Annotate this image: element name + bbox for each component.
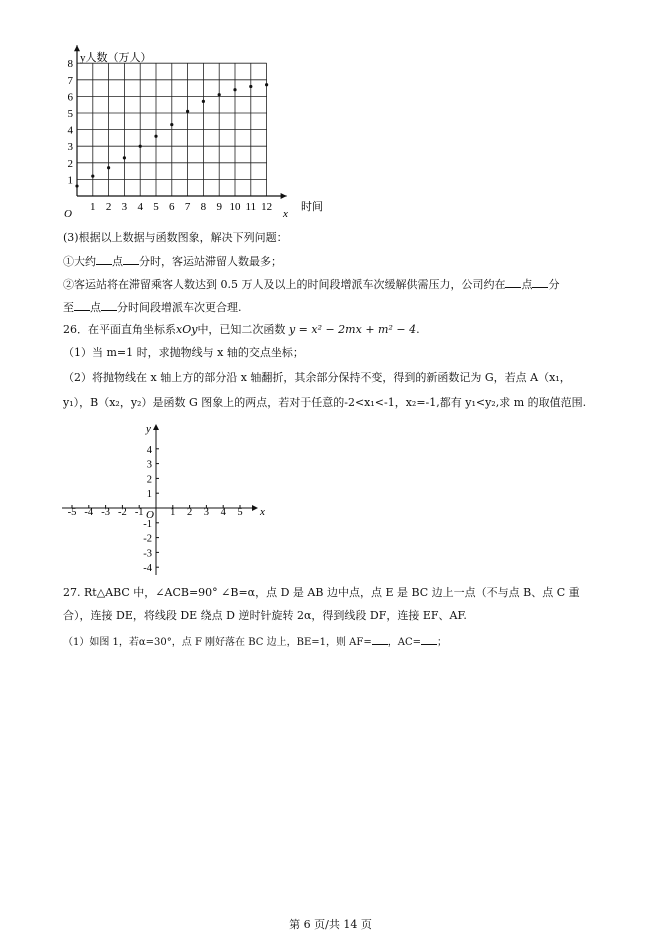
y-axis-arrow [74, 45, 80, 51]
blank-af[interactable] [372, 634, 388, 645]
coordinate-axes [60, 420, 280, 580]
y-tick-label: -2 [143, 533, 152, 545]
x-tick-label: -5 [67, 507, 77, 518]
data-point [170, 123, 173, 126]
x-axis-label: 时间 [301, 201, 323, 213]
y-tick-label: 7 [67, 74, 73, 87]
y-tick-label: 5 [67, 108, 73, 120]
x-tick-label: 12 [261, 201, 273, 213]
x-tick-label: 3 [203, 507, 210, 518]
x-tick-label: -2 [118, 507, 127, 518]
y-axis-arrow [153, 424, 159, 430]
q26-stem [63, 323, 420, 337]
axes-lines [62, 424, 258, 575]
y-tick-label: 3 [67, 141, 73, 154]
q25-item2-line2 [63, 300, 242, 315]
q25-item2-c: 分 [548, 278, 560, 291]
data-point [233, 88, 236, 91]
chart-axes [74, 45, 287, 199]
q26-part2-line2: y₁），B（x₂，y₂）是函数 G 图象上的两点，若对于任意的-2<x₁<-1，x₂=-1,都有 y₁<y₂,求 m 的取值范围. [63, 396, 587, 409]
x-axis-arrow [252, 505, 258, 511]
data-point [186, 110, 189, 113]
x-tick-label: 11 [245, 201, 257, 213]
chart-grid [77, 63, 267, 196]
q26-part1: （1）当 m=1 时，求抛物线与 x 轴的交点坐标； [63, 346, 304, 359]
q26-stem-a: 26．在平面直角坐标系 [63, 323, 176, 336]
blank-minute-2[interactable] [532, 277, 548, 288]
x-tick-label: 2 [105, 201, 112, 213]
y-tick-label: 3 [146, 459, 152, 471]
q25-item2-e: 点 [90, 301, 101, 314]
y-tick-label: 2 [67, 157, 73, 170]
blank-hour-2[interactable] [505, 277, 521, 288]
x-tick-label: 2 [186, 507, 193, 518]
blank-minute-1[interactable] [123, 254, 139, 265]
q25-item2-d: 至 [63, 301, 74, 314]
blank-ac[interactable] [421, 634, 437, 645]
x-tick-label: -3 [101, 507, 110, 518]
blank-hour-1[interactable] [96, 254, 112, 265]
q25-item2-f: 分时间段增派车次更合理. [117, 301, 242, 314]
q25-item1-b: 点 [112, 255, 123, 268]
x-tick-label: -1 [134, 507, 144, 518]
x-tick-label: 4 [137, 201, 143, 213]
data-point [265, 83, 268, 86]
data-point [107, 166, 110, 169]
q27-part1-c: ； [436, 637, 447, 648]
x-tick-label: 10 [229, 201, 241, 213]
q27-part1-b: ，AC= [387, 637, 421, 648]
x-tick-label: 5 [237, 507, 243, 518]
data-point [91, 174, 94, 177]
x-tick-label: 9 [216, 201, 222, 213]
x-tick-label: 1 [90, 201, 96, 213]
q26-stem-b: 中，已知二次函数 [197, 323, 286, 336]
x-tick-label: -4 [84, 507, 94, 518]
passenger-scatter-chart [55, 45, 335, 225]
q27-part1 [63, 634, 447, 650]
x-axis-letter: x [283, 208, 288, 220]
x-tick-label: 5 [153, 201, 159, 213]
y-tick-label: 2 [146, 474, 152, 486]
x-tick-label: 1 [170, 507, 176, 518]
chart-tick-labels [68, 58, 273, 213]
x-tick-label: 4 [220, 507, 226, 518]
x-tick-label: 7 [184, 201, 191, 213]
q25-item1-a: ①大约 [63, 255, 96, 268]
data-point [123, 156, 126, 159]
q25-part3: (3)根据以上数据与函数图象，解决下列问题： [63, 231, 288, 244]
q26-stem-var: xOy [176, 323, 198, 336]
axes-tick-labels [68, 445, 243, 574]
data-point [75, 184, 78, 187]
data-point [154, 135, 157, 138]
y-axis-letter: y [146, 423, 151, 435]
y-tick-label: -1 [143, 518, 152, 530]
origin-label: O [64, 208, 72, 220]
q25-item1-c: 分时，客运站滞留人数最多； [139, 255, 282, 268]
data-point [202, 100, 205, 103]
data-point [249, 85, 252, 88]
q25-item2-b: 点 [521, 278, 533, 291]
q25-item1 [63, 254, 282, 269]
data-point [218, 93, 221, 96]
x-axis-arrow [281, 193, 287, 199]
y-tick-label: 8 [67, 58, 73, 71]
q26-stem-end: . [416, 323, 420, 336]
y-tick-label: 1 [67, 174, 73, 187]
y-tick-label: 4 [67, 124, 73, 137]
y-tick-label: 6 [67, 91, 73, 104]
q26-part2-line1: （2）将抛物线在 x 轴上方的部分沿 x 轴翻折，其余部分保持不变，得到的新函数记为 G，若点 A（x₁， [63, 371, 571, 384]
q26-formula: y = x² − 2mx + m² − 4 [288, 323, 417, 336]
x-tick-label: 6 [169, 201, 175, 213]
x-tick-label: 3 [121, 201, 128, 213]
x-tick-label: 8 [200, 201, 207, 213]
y-tick-label: 1 [146, 489, 152, 501]
page-footer: 第 6 页/共 14 页 [289, 918, 372, 931]
q25-item2-a: ②客运站将在滞留乘客人数达到 0.5 万人及以上的时间段增派车次缓解供需压力，公司约在 [63, 278, 506, 291]
q27-line2: 合），连接 DE，将线段 DE 绕点 D 逆时针旋转 2α，得到线段 DF，连接 EF、AF. [63, 609, 467, 622]
x-axis-letter: x [260, 506, 265, 518]
q27-part1-a: （1）如图 1，若α=30°，点 F 刚好落在 BC 边上，BE=1，则 AF= [63, 637, 372, 648]
q25-item2-line1 [63, 277, 559, 292]
y-tick-label: -4 [143, 563, 152, 575]
q27-line1: 27. Rt△ABC 中，∠ACB=90° ∠B=α，点 D 是 AB 边中点，点 E 是 BC 边上一点（不与点 B、点 C 重 [63, 586, 580, 599]
blank-minute-3[interactable] [101, 300, 117, 311]
y-tick-label: 4 [146, 444, 152, 456]
y-tick-label: -3 [143, 548, 152, 560]
data-point [139, 145, 142, 148]
origin-label: O [146, 509, 154, 521]
y-axis-label: y人数（万人） [80, 52, 152, 64]
blank-hour-3[interactable] [74, 300, 90, 311]
